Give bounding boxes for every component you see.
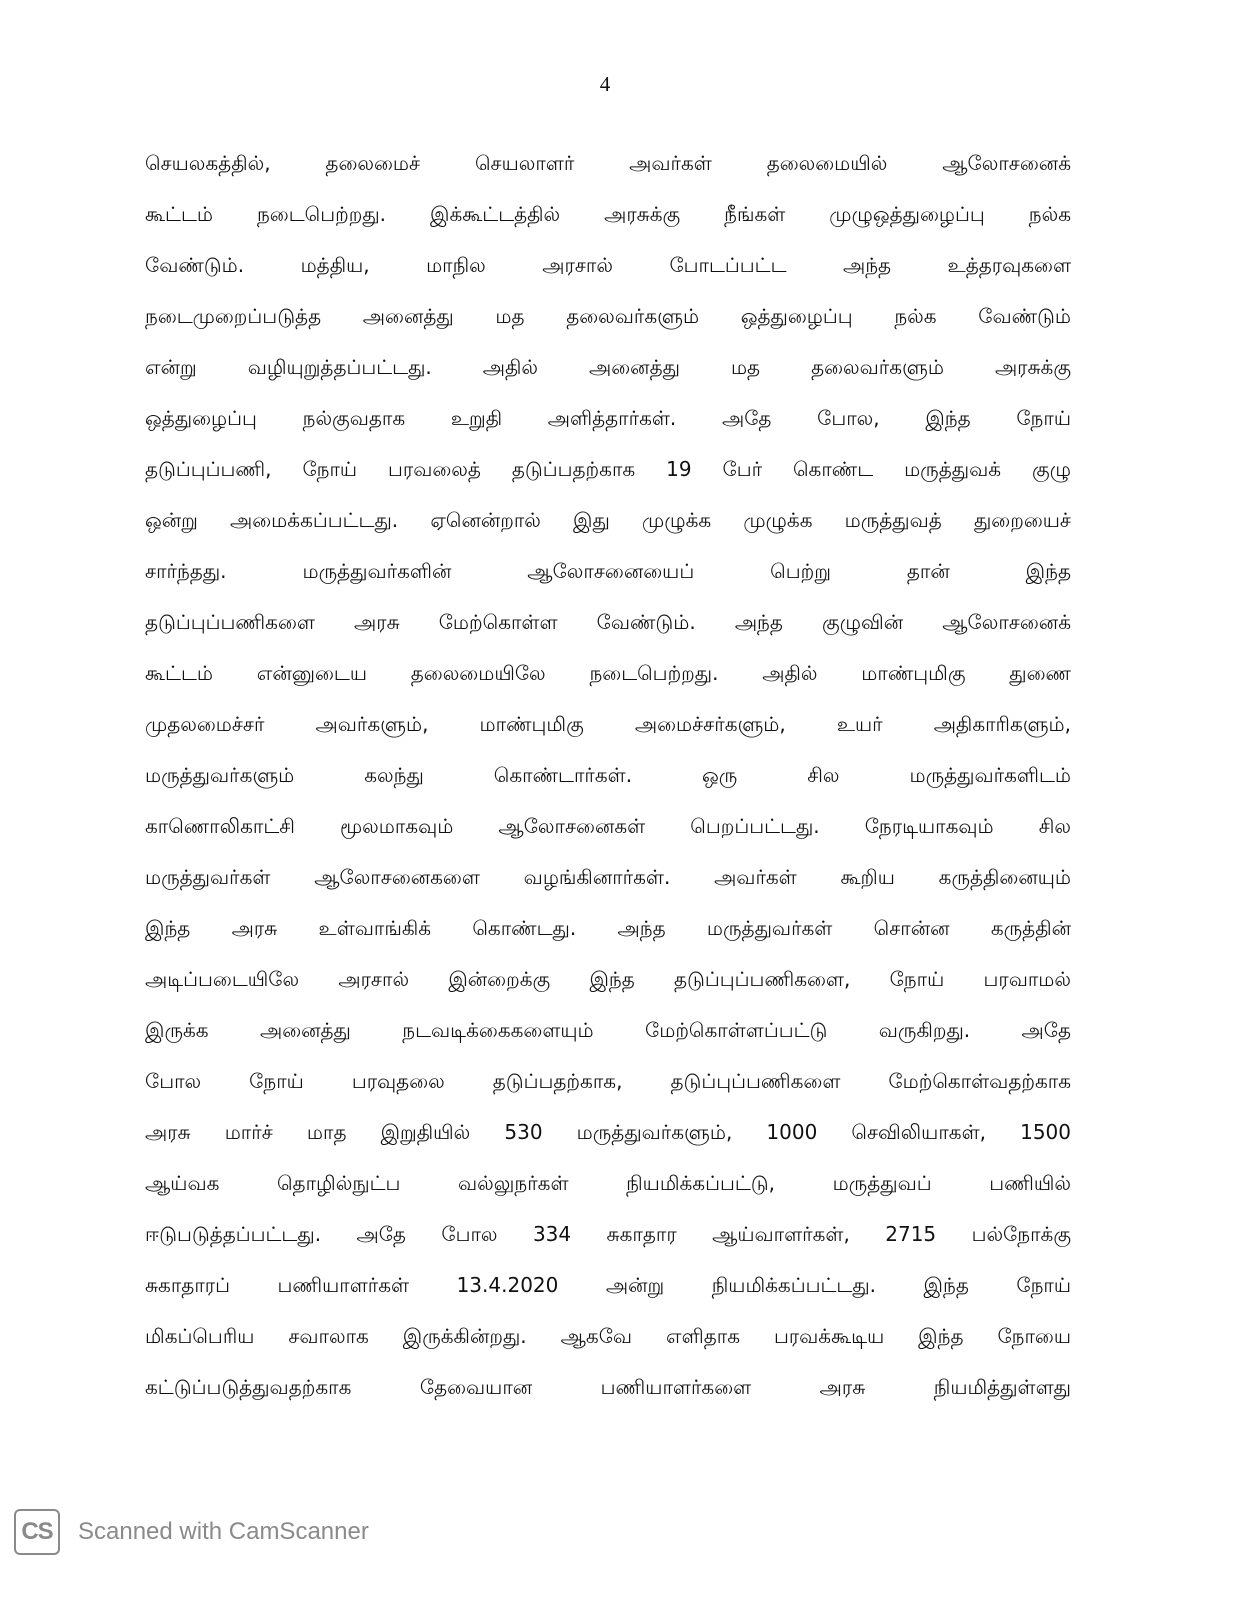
text-line: என்று வழியுறுத்தப்பட்டது. அதில் அனைத்து மத தலைவர்களும் அரசுக்கு: [145, 355, 1071, 379]
text-line: தடுப்புப்பணிகளை அரசு மேற்கொள்ள வேண்டும். அந்த குழுவின் ஆலோசனைக்: [145, 610, 1071, 634]
text-line: அரசு மார்ச் மாத இறுதியில் 530 மருத்துவர்களும், 1000 செவிலியாகள், 1500: [145, 1120, 1071, 1144]
text-line: மருத்துவர்களும் கலந்து கொண்டார்கள். ஒரு சில மருத்துவர்களிடம்: [145, 763, 1071, 787]
text-line: வேண்டும். மத்திய, மாநில அரசால் போடப்பட்ட அந்த உத்தரவுகளை: [145, 253, 1071, 277]
text-line: நடைமுறைப்படுத்த அனைத்து மத தலைவர்களும் ஒத்துழைப்பு நல்க வேண்டும்: [145, 304, 1071, 328]
text-line: கூட்டம் நடைபெற்றது. இக்கூட்டத்தில் அரசுக்கு நீங்கள் முழுஒத்துழைப்பு நல்க: [145, 202, 1071, 226]
text-line: காணொலிகாட்சி மூலமாகவும் ஆலோசனைகள் பெறப்பட்டது. நேரடியாகவும் சில: [145, 814, 1071, 838]
text-line: ஒத்துழைப்பு நல்குவதாக உறுதி அளித்தார்கள். அதே போல, இந்த நோய்: [145, 406, 1071, 430]
camscanner-logo-icon: CS: [14, 1509, 60, 1555]
text-line: ஈடுபடுத்தப்பட்டது. அதே போல 334 சுகாதார ஆய்வாளர்கள், 2715 பல்நோக்கு: [145, 1222, 1071, 1246]
text-line: மிகப்பெரிய சவாலாக இருக்கின்றது. ஆகவே எளிதாக பரவக்கூடிய இந்த நோயை: [145, 1324, 1071, 1348]
text-line: முதலமைச்சர் அவர்களும், மாண்புமிகு அமைச்சர்களும், உயர் அதிகாரிகளும்,: [145, 712, 1071, 736]
watermark-text: Scanned with CamScanner: [78, 1518, 369, 1545]
page-number: 4: [599, 72, 611, 96]
text-line: அடிப்படையிலே அரசால் இன்றைக்கு இந்த தடுப்புப்பணிகளை, நோய் பரவாமல்: [145, 967, 1071, 991]
text-line: இருக்க அனைத்து நடவடிக்கைகளையும் மேற்கொள்ளப்பட்டு வருகிறது. அதே: [145, 1018, 1071, 1042]
text-line: ஒன்று அமைக்கப்பட்டது. ஏனென்றால் இது முழுக்க முழுக்க மருத்துவத் துறையைச்: [145, 508, 1071, 532]
text-line: ஆய்வக தொழில்நுட்ப வல்லுநர்கள் நியமிக்கப்பட்டு, மருத்துவப் பணியில்: [145, 1171, 1071, 1195]
text-line: கூட்டம் என்னுடைய தலைமையிலே நடைபெற்றது. அதில் மாண்புமிகு துணை: [145, 661, 1071, 685]
text-line: கட்டுப்படுத்துவதற்காக தேவையான பணியாளர்களை அரசு நியமித்துள்ளது: [145, 1375, 1071, 1399]
text-line: சுகாதாரப் பணியாளர்கள் 13.4.2020 அன்று நியமிக்கப்பட்டது. இந்த நோய்: [145, 1273, 1071, 1297]
text-line: சார்ந்தது. மருத்துவர்களின் ஆலோசனையைப் பெற்று தான் இந்த: [145, 559, 1071, 583]
document-body: [145, 138, 1071, 1413]
text-line: தடுப்புப்பணி, நோய் பரவலைத் தடுப்பதற்காக 19 பேர் கொண்ட மருத்துவக் குழு: [145, 457, 1071, 481]
text-line: செயலகத்தில், தலைமைச் செயலாளர் அவர்கள் தலைமையில் ஆலோசனைக்: [145, 151, 1071, 175]
text-line: இந்த அரசு உள்வாங்கிக் கொண்டது. அந்த மருத்துவர்கள் சொன்ன கருத்தின்: [145, 916, 1071, 940]
text-line: போல நோய் பரவுதலை தடுப்பதற்காக, தடுப்புப்பணிகளை மேற்கொள்வதற்காக: [145, 1069, 1071, 1093]
text-line: மருத்துவர்கள் ஆலோசனைகளை வழங்கினார்கள். அவர்கள் கூறிய கருத்தினையும்: [145, 865, 1071, 889]
camscanner-watermark: [14, 1508, 369, 1556]
